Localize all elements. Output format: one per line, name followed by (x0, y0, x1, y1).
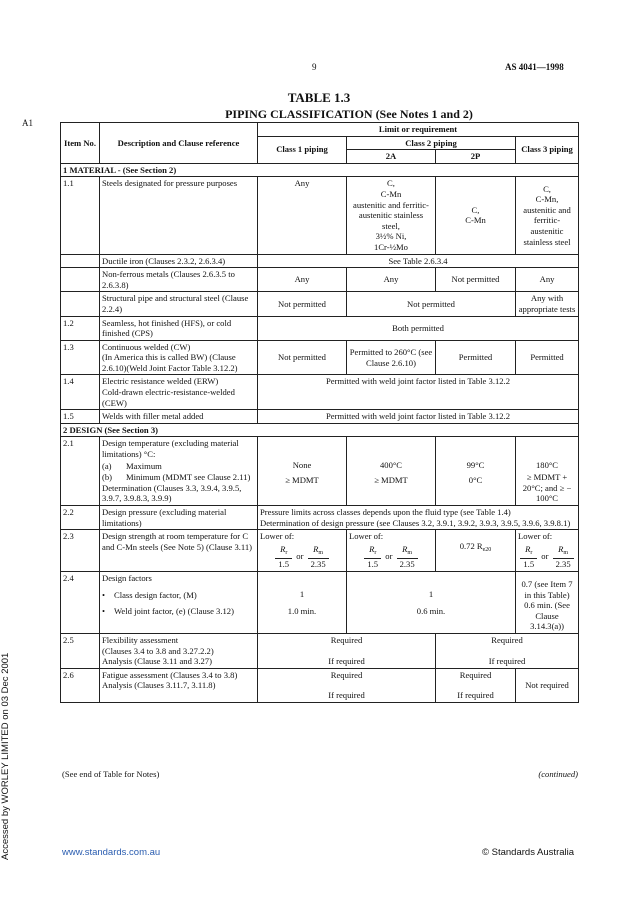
item-description: Electric resistance welded (ERW) Cold-drawn electric-resistance-welded (CEW) (100, 375, 258, 410)
analysis-if-required: If required (488, 655, 526, 666)
or-text: or (385, 550, 393, 561)
item-number: 2.2 (61, 506, 100, 530)
max-temp: None (292, 460, 312, 471)
table-row (61, 571, 579, 633)
section-material: 1 MATERIAL - (See Section 2) (61, 163, 579, 177)
class3-value: Not required (516, 668, 579, 702)
max-temp: 180°C (535, 460, 559, 471)
table-row (61, 410, 579, 424)
table-title: TABLE 1.3 (287, 90, 351, 105)
design-factors-label: Design factors (102, 572, 152, 583)
class3-value: Any with appropriate tests (516, 292, 579, 316)
item-number: 2.6 (61, 668, 100, 702)
bullet-icon: • (102, 606, 106, 617)
fraction-re: $\frac{R_r}{1.5}$ (520, 544, 537, 570)
pressure-determination-text: Determination of design pressure (see Clauses 3.2, 3.9.1, 3.9.2, 3.9.3, 3.9.5, 3.9.6, 3.9.8.1) (260, 517, 571, 528)
header-class1: Class 1 piping (258, 136, 347, 163)
header-limit: Limit or requirement (258, 123, 579, 137)
design-factor-m: 0.7 (see Item 7 in this Table) (521, 578, 573, 600)
class2-value (347, 571, 516, 633)
design-factor-m: 1 (299, 588, 305, 599)
section-design: 2 DESIGN (See Section 3) (61, 423, 579, 437)
continued-label: (continued) (538, 769, 578, 779)
merged-value: Permitted with weld joint factor listed in Table 3.12.2 (258, 410, 579, 424)
table-row (61, 506, 579, 530)
bullet-icon: • (102, 589, 106, 600)
class2a-value (347, 530, 436, 572)
min-temp: ≥ MDMT (285, 475, 319, 486)
merged-value (258, 506, 579, 530)
max-temp: 400°C (379, 460, 403, 471)
class2p-value: Not permitted (436, 268, 516, 292)
class1-value: Not permitted (258, 292, 347, 316)
copyright: © Standards Australia (482, 847, 575, 858)
fraction-re: $\frac{R_r}{1.5}$ (275, 544, 292, 570)
item-description: Welds with filler metal added (100, 410, 258, 424)
item-number: 1.3 (61, 340, 100, 375)
minimum-text: Minimum (MDMT see Clause 2.11) (126, 472, 251, 483)
min-temp: ≥ MDMT + 20°C; and ≥ − 100°C (522, 472, 572, 504)
weld-joint-factor-text: Weld joint factor, (e) (Clause 3.12) (114, 606, 234, 617)
table-row (61, 340, 579, 375)
item-number: 1.2 (61, 316, 100, 340)
item-description: Design pressure (excluding material limitations) (100, 506, 258, 530)
class1-value (258, 437, 347, 506)
header-class3: Class 3 piping (516, 136, 579, 163)
class1-value: Any (258, 268, 347, 292)
subscript: e20 (482, 547, 492, 554)
item-description (100, 571, 258, 633)
header-class2a: 2A (347, 150, 436, 164)
class2p-value: Permitted (436, 340, 516, 375)
determination-text: Determination (Clauses 3.3, 3.9.4, 3.9.5, 3.9.7, 3.9.8.3, 3.9.9) (102, 482, 242, 504)
weld-factor-e: 0.6 min. (See Clause 3.14.3(a)) (524, 600, 570, 632)
class3-value: Permitted (516, 340, 579, 375)
item-number (61, 268, 100, 292)
table-row (61, 177, 579, 254)
class2p-value (436, 530, 516, 572)
class2-value: Not permitted (347, 292, 516, 316)
merged-value: See Table 2.6.3.4 (258, 254, 579, 268)
lower-of-label: Lower of: (518, 531, 553, 542)
list-item (102, 590, 255, 601)
flexibility-required: Required (491, 634, 523, 645)
item-description: Steels designated for pressure purposes (100, 177, 258, 254)
item-description: Fatigue assessment (Clauses 3.4 to 3.8) Analysis (Clauses 3.11.7, 3.11.8) (100, 668, 258, 702)
table-row (61, 437, 579, 506)
or-text: or (296, 550, 304, 561)
header-class2p: 2P (436, 150, 516, 164)
strength-formula (518, 544, 576, 570)
class1-value: Not permitted (258, 340, 347, 375)
page-number: 9 (312, 62, 317, 72)
maximum-text: Maximum (126, 460, 162, 471)
table-subtitle: PIPING CLASSIFICATION (See Notes 1 and 2) (225, 107, 473, 121)
class1-2a-value (258, 668, 436, 702)
section-row (61, 423, 579, 437)
design-factor-m: 1 (428, 588, 434, 599)
maximum-line (102, 461, 255, 472)
class1-value (258, 571, 347, 633)
min-temp: ≥ MDMT (374, 475, 408, 486)
analysis-if-required: If required (457, 690, 494, 701)
class3-value: C, C-Mn, austenitic and ferritic-austenitic stainless steel (516, 177, 579, 254)
class1-2a-value (258, 633, 436, 668)
item-description: Structural pipe and structural steel (Clause 2.2.4) (100, 292, 258, 316)
header-row (61, 123, 579, 137)
item-description: Flexibility assessment (Clauses 3.4 to 3.8 and 3.27.2.2) Analysis (Clause 3.11 and 3.27) (100, 633, 258, 668)
fatigue-required: Required (330, 669, 363, 680)
item-number: 2.5 (61, 633, 100, 668)
table-row (61, 316, 579, 340)
item-number: 1.4 (61, 375, 100, 410)
lower-of-label: Lower of: (260, 531, 295, 542)
class2p-value (436, 437, 516, 506)
table-footer (62, 769, 578, 779)
class2p-3-value (436, 633, 579, 668)
merged-value: Both permitted (258, 316, 579, 340)
table-row (61, 375, 579, 410)
table-row (61, 633, 579, 668)
weld-factor-e: 1.0 min. (287, 605, 317, 616)
fraction-rm: $\frac{R_m}{2.35}$ (308, 544, 329, 570)
class3-value (516, 437, 579, 506)
website-link[interactable]: www.standards.com.au (62, 847, 161, 858)
strength-formula: 0.72 R (459, 541, 483, 552)
table-row (61, 254, 579, 268)
max-temp: 99°C (466, 460, 485, 471)
item-description: Design strength at room temperature for C and C-Mn steels (See Note 5) (Clause 3.11) (100, 530, 258, 572)
standard-number: AS 4041—1998 (505, 62, 564, 72)
class2a-value (347, 437, 436, 506)
label-b: (b) (102, 472, 113, 483)
item-number: 1.5 (61, 410, 100, 424)
strength-formula (260, 544, 344, 570)
header-class2: Class 2 piping (347, 136, 516, 150)
minimum-line (102, 472, 255, 483)
fraction-rm: $\frac{R_m}{2.35}$ (553, 544, 574, 570)
label-a: (a) (102, 460, 112, 471)
class-design-factor-text: Class design factor, (M) (114, 589, 197, 600)
header-description: Description and Clause reference (100, 123, 258, 164)
fatigue-required: Required (459, 669, 492, 680)
design-temp-label: Design temperature (excluding material limitations) °C: (102, 438, 239, 460)
piping-classification-table (60, 122, 579, 703)
class2a-value: Any (347, 268, 436, 292)
weld-factor-e: 0.6 min. (416, 605, 446, 616)
class2p-value (436, 668, 516, 702)
strength-formula (349, 544, 433, 570)
fraction-rm: $\frac{R_m}{2.35}$ (397, 544, 418, 570)
item-number: 2.1 (61, 437, 100, 506)
item-number (61, 292, 100, 316)
class1-value: Any (258, 177, 347, 254)
analysis-if-required: If required (328, 655, 365, 666)
class2a-value: Permitted to 260°C (see Clause 2.6.10) (347, 340, 436, 375)
class3-value (516, 530, 579, 572)
flexibility-required: Required (330, 634, 363, 645)
notes-reference: (See end of Table for Notes) (62, 769, 160, 779)
item-description: Ductile iron (Clauses 2.3.2, 2.6.3.4) (100, 254, 258, 268)
class2p-value: C, C-Mn (436, 177, 516, 254)
section-row (61, 163, 579, 177)
table-row (61, 292, 579, 316)
class1-value (258, 530, 347, 572)
item-description: Non-ferrous metals (Clauses 2.6.3.5 to 2.6.3.8) (100, 268, 258, 292)
item-number: 1.1 (61, 177, 100, 254)
or-text: or (541, 550, 549, 561)
list-item (102, 606, 255, 617)
table-row (61, 530, 579, 572)
class3-value: Any (516, 268, 579, 292)
access-stamp: Accessed by WORLEY LIMITED on 03 Dec 2001 (0, 652, 11, 860)
item-description: Seamless, hot finished (HFS), or cold finished (CPS) (100, 316, 258, 340)
analysis-if-required: If required (328, 690, 365, 701)
class3-value (516, 571, 579, 633)
pressure-limits-text: Pressure limits across classes depends upon the fluid type (see Table 1.4) (260, 507, 511, 517)
table-row (61, 268, 579, 292)
class2a-value: C, C-Mn austenitic and ferritic-austenitic stainless steel, 3½% Ni, 1Cr-½Mo (347, 177, 436, 254)
fraction-re: $\frac{R_r}{1.5}$ (364, 544, 381, 570)
amendment-mark: A1 (22, 118, 33, 128)
item-number (61, 254, 100, 268)
item-number: 2.3 (61, 530, 100, 572)
lower-of-label: Lower of: (349, 531, 384, 542)
header-item-no: Item No. (61, 123, 100, 164)
merged-value: Permitted with weld joint factor listed in Table 3.12.2 (258, 375, 579, 410)
item-number: 2.4 (61, 571, 100, 633)
min-temp: 0°C (468, 475, 483, 486)
table-row (61, 668, 579, 702)
item-description (100, 437, 258, 506)
item-description: Continuous welded (CW) (In America this is called BW) (Clause 2.6.10)(Weld Joint Factor Table 3.12.2) (100, 340, 258, 375)
